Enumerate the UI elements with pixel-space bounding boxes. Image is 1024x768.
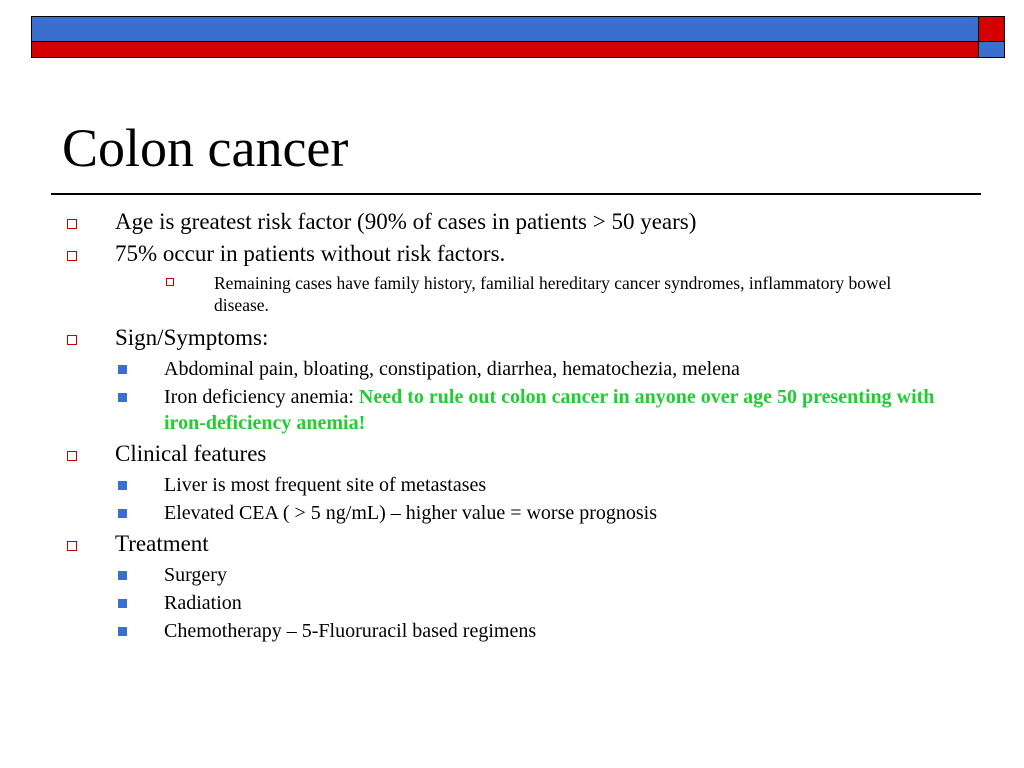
bullet-text: Clinical features: [115, 441, 267, 466]
title-divider: [51, 193, 981, 195]
hollow-square-bullet-icon: [67, 251, 77, 261]
sub-bullet-iron-deficiency: [0, 384, 1024, 436]
sub-bullet-text: Surgery: [164, 564, 227, 586]
sub-bullet-text: Liver is most frequent site of metastases: [164, 474, 487, 496]
banner-blue-bar: [31, 16, 979, 42]
bullet-no-risk-factors: [0, 238, 1024, 270]
bullet-text: Sign/Symptoms:: [115, 325, 269, 350]
sub-bullet-surgery: [0, 562, 1024, 588]
header-banner: [31, 16, 1005, 58]
sub-bullet-cea: [0, 500, 1024, 526]
small-hollow-square-bullet-icon: [166, 278, 174, 286]
banner-red-square: [978, 16, 1005, 42]
sub-bullet-chemotherapy: [0, 618, 1024, 644]
solid-square-bullet-icon: [118, 509, 127, 518]
sub-bullet-text: Radiation: [164, 592, 242, 614]
bullet-sign-symptoms: [0, 322, 1024, 354]
sub-bullet-text: Remaining cases have family history, familial hereditary cancer syndromes, inflammatory bowel disease.: [214, 273, 892, 315]
bullet-treatment: [0, 528, 1024, 560]
sub-bullet-text: Chemotherapy – 5-Fluoruracil based regimens: [164, 620, 537, 642]
bullet-text: 75% occur in patients without risk factors.: [115, 241, 506, 266]
solid-square-bullet-icon: [118, 393, 127, 402]
sub-bullet-text: Abdominal pain, bloating, constipation, diarrhea, hematochezia, melena: [164, 358, 740, 380]
solid-square-bullet-icon: [118, 365, 127, 374]
bullet-clinical-features: [0, 438, 1024, 470]
sub-bullet-remaining-cases: [0, 272, 1024, 316]
hollow-square-bullet-icon: [67, 451, 77, 461]
sub-bullet-highlight: Need to rule out colon cancer in anyone over age 50 presenting with iron-deficiency anemia!: [164, 386, 935, 434]
slide-title: Colon cancer: [62, 118, 349, 178]
sub-bullet-text: Elevated CEA ( > 5 ng/mL) – higher value = worse prognosis: [164, 502, 658, 524]
bullet-age-risk: [0, 206, 1024, 238]
banner-red-bar: [31, 41, 979, 58]
hollow-square-bullet-icon: [67, 541, 77, 551]
bullet-text: Age is greatest risk factor (90% of cases in patients > 50 years): [115, 209, 697, 234]
sub-bullet-radiation: [0, 590, 1024, 616]
sub-bullet-liver-metastases: [0, 472, 1024, 498]
hollow-square-bullet-icon: [67, 335, 77, 345]
banner-blue-square: [978, 41, 1005, 58]
solid-square-bullet-icon: [118, 481, 127, 490]
hollow-square-bullet-icon: [67, 219, 77, 229]
slide-body: [0, 206, 1024, 644]
solid-square-bullet-icon: [118, 627, 127, 636]
solid-square-bullet-icon: [118, 599, 127, 608]
bullet-text: Treatment: [115, 531, 209, 556]
sub-bullet-prefix: Iron deficiency anemia:: [164, 386, 359, 408]
solid-square-bullet-icon: [118, 571, 127, 580]
sub-bullet-symptoms-list: [0, 356, 1024, 382]
